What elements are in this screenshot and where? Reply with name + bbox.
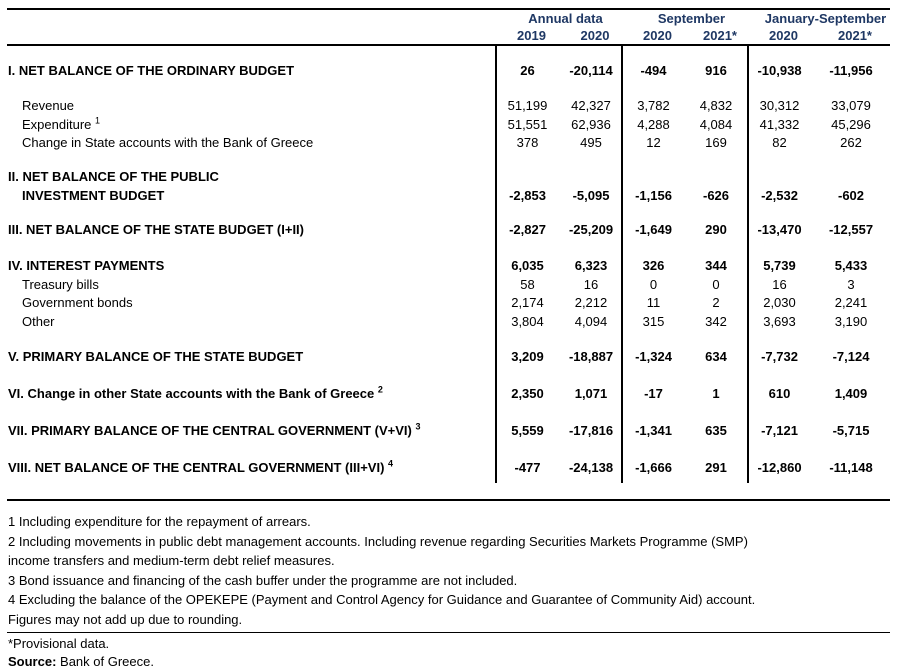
table-row-government-bonds bbox=[7, 294, 890, 313]
source-line bbox=[8, 653, 891, 671]
cell-jansep-2020: -13,470 bbox=[757, 222, 802, 237]
row-label-text: INVESTMENT BUDGET bbox=[22, 187, 165, 203]
cell-annual-2019: 3,209 bbox=[511, 349, 544, 364]
table-row-primary-balance-state-budget bbox=[7, 348, 890, 367]
cell-jansep-2020: 5,739 bbox=[763, 258, 796, 273]
row-label-text: II. NET BALANCE OF THE PUBLIC bbox=[8, 169, 219, 184]
cell-annual-2019: 3,804 bbox=[511, 313, 544, 329]
row-label-text: VI. Change in other State accounts with the Bank of Greece bbox=[8, 386, 375, 401]
row-label bbox=[7, 313, 495, 332]
cell-jansep-2020: -7,732 bbox=[761, 349, 798, 364]
cell-annual-2019: 2,174 bbox=[511, 295, 544, 310]
footnote-ref: 1 bbox=[95, 115, 101, 126]
column-divider bbox=[495, 46, 497, 483]
table-row-treasury-bills bbox=[7, 276, 890, 295]
row-label-text: III. NET BALANCE OF THE STATE BUDGET (I+II) bbox=[8, 222, 304, 237]
cell-empty bbox=[495, 168, 560, 187]
cell-empty bbox=[812, 168, 890, 187]
table-row-primary-balance-central-government bbox=[7, 422, 890, 441]
footnote-ref: 4 bbox=[388, 458, 394, 469]
cell-annual-2020: -5,095 bbox=[572, 187, 610, 203]
row-label bbox=[7, 294, 495, 313]
source-label: Source: bbox=[8, 653, 57, 669]
row-label-text: Government bonds bbox=[22, 295, 133, 310]
cell-jansep-2020: -12,860 bbox=[757, 460, 802, 475]
cell-sep-2020: -1,649 bbox=[635, 222, 672, 237]
cell-annual-2020: 2,212 bbox=[574, 295, 608, 310]
cell-empty bbox=[622, 168, 685, 187]
column-divider bbox=[621, 46, 623, 483]
cell-sep-2020: 12 bbox=[646, 135, 661, 150]
table-footer bbox=[8, 635, 891, 670]
footnote-1: 1 Including expenditure for the repayment of arrears. bbox=[8, 514, 311, 529]
cell-annual-2020: 6,323 bbox=[574, 258, 608, 273]
table-bottom-rule bbox=[7, 499, 890, 501]
cell-annual-2019: -2,853 bbox=[509, 187, 546, 203]
header-year-jansep-2021: 2021* bbox=[838, 28, 872, 43]
cell-sep-2021: -626 bbox=[702, 187, 730, 203]
cell-sep-2020: 3,782 bbox=[637, 98, 670, 113]
cell-annual-2020: 4,094 bbox=[574, 313, 608, 329]
cell-jansep-2020: 610 bbox=[768, 386, 791, 401]
header-year-annual-2020: 2020 bbox=[580, 28, 610, 43]
cell-sep-2020: -494 bbox=[640, 63, 667, 78]
cell-sep-2020: 4,288 bbox=[637, 116, 670, 132]
cell-sep-2021: 344 bbox=[705, 258, 727, 273]
table-row-change-state-accounts bbox=[7, 134, 890, 153]
row-label-text: Treasury bills bbox=[22, 276, 99, 292]
cell-annual-2019: 51,551 bbox=[507, 116, 548, 132]
footnotes bbox=[8, 512, 891, 629]
cell-annual-2019: 58 bbox=[520, 276, 535, 292]
header-year-sep-2021: 2021* bbox=[703, 28, 737, 43]
cell-jansep-2020: 16 bbox=[772, 276, 787, 292]
cell-annual-2020: 16 bbox=[583, 276, 599, 292]
cell-sep-2020: -1,324 bbox=[635, 349, 672, 364]
cell-annual-2020: -24,138 bbox=[568, 460, 614, 475]
cell-annual-2020: -18,887 bbox=[568, 349, 614, 364]
cell-sep-2021: 0 bbox=[712, 276, 720, 292]
cell-annual-2020: -20,114 bbox=[569, 63, 613, 78]
table-body bbox=[7, 46, 890, 483]
row-label-text: VII. PRIMARY BALANCE OF THE CENTRAL GOVERNMENT (V+VI) bbox=[8, 423, 412, 438]
cell-sep-2020: 0 bbox=[649, 276, 658, 292]
row-label bbox=[7, 221, 495, 240]
cell-jansep-2021: -7,124 bbox=[832, 349, 870, 364]
footnote-separator-rule bbox=[7, 632, 890, 633]
header-year-sep-2020: 2020 bbox=[643, 28, 672, 43]
row-label bbox=[7, 385, 495, 404]
footnote-ref: 2 bbox=[377, 384, 383, 395]
cell-sep-2021: 1 bbox=[712, 386, 720, 401]
cell-sep-2020: 11 bbox=[646, 295, 661, 310]
table-row-net-balance-ordinary-budget bbox=[7, 62, 890, 81]
cell-sep-2020: -1,666 bbox=[635, 460, 672, 475]
cell-jansep-2020: 30,312 bbox=[759, 98, 800, 113]
footnote-4: 4 Excluding the balance of the OPEKEPE (Payment and Control Agency for Guidance and Guarantee of Community Aid) account. bbox=[8, 592, 756, 607]
cell-sep-2021: 916 bbox=[705, 63, 727, 78]
row-label-text: Revenue bbox=[22, 98, 75, 113]
cell-annual-2019: -2,827 bbox=[509, 222, 546, 237]
cell-sep-2020: -1,156 bbox=[635, 187, 672, 203]
cell-jansep-2021: -602 bbox=[837, 187, 865, 203]
cell-sep-2021: 342 bbox=[705, 313, 727, 329]
cell-jansep-2020: 41,332 bbox=[759, 116, 800, 132]
header-group-jan-sep: January-September bbox=[764, 11, 887, 26]
footnote-2: 2 Including movements in public debt management accounts. Including revenue regarding Securities Markets Programme (SMP) bbox=[8, 533, 748, 549]
cell-annual-2020: 42,327 bbox=[571, 98, 611, 113]
row-label bbox=[7, 62, 495, 81]
cell-sep-2020: 315 bbox=[642, 313, 665, 329]
cell-jansep-2020: 2,030 bbox=[763, 295, 796, 310]
footnote-ref: 3 bbox=[415, 421, 421, 432]
row-label-text: V. PRIMARY BALANCE OF THE STATE BUDGET bbox=[8, 349, 304, 364]
cell-empty bbox=[685, 168, 747, 187]
cell-sep-2020: 326 bbox=[642, 258, 665, 273]
table-row-other-interest bbox=[7, 313, 890, 332]
cell-jansep-2021: 33,079 bbox=[831, 98, 871, 113]
cell-annual-2019: 5,559 bbox=[511, 423, 544, 438]
cell-jansep-2021: -5,715 bbox=[832, 423, 870, 438]
cell-annual-2020: 62,936 bbox=[571, 116, 611, 132]
cell-annual-2019: -477 bbox=[514, 460, 541, 475]
row-label bbox=[7, 348, 495, 367]
cell-annual-2020: -25,209 bbox=[568, 222, 614, 237]
row-label bbox=[7, 116, 495, 135]
table-row-investment-budget bbox=[7, 187, 890, 206]
row-label-text: IV. INTEREST PAYMENTS bbox=[8, 258, 165, 273]
cell-annual-2019: 6,035 bbox=[511, 258, 544, 273]
table-row-net-balance-state-budget bbox=[7, 221, 890, 240]
cell-sep-2020: -17 bbox=[644, 386, 663, 401]
cell-empty bbox=[560, 168, 622, 187]
table-row-net-balance-central-government bbox=[7, 459, 890, 478]
header-spacer bbox=[7, 27, 495, 44]
row-label bbox=[7, 257, 495, 276]
header-group-row bbox=[7, 10, 890, 27]
cell-jansep-2021: 2,241 bbox=[834, 295, 868, 310]
cell-jansep-2021: -12,557 bbox=[828, 222, 874, 237]
cell-annual-2019: 26 bbox=[520, 63, 535, 78]
cell-sep-2021: 291 bbox=[705, 460, 727, 475]
header-year-jansep-2020: 2020 bbox=[769, 28, 798, 43]
cell-sep-2021: 4,084 bbox=[699, 116, 733, 132]
cell-annual-2020: -17,816 bbox=[568, 423, 614, 438]
header-spacer bbox=[7, 10, 495, 27]
cell-jansep-2020: -2,532 bbox=[761, 187, 798, 203]
table-row-expenditure bbox=[7, 116, 890, 135]
cell-sep-2021: 634 bbox=[705, 349, 727, 364]
table-row-net-balance-public-line1 bbox=[7, 168, 890, 187]
row-label-text: I. NET BALANCE OF THE ORDINARY BUDGET bbox=[8, 63, 295, 78]
cell-sep-2020: -1,341 bbox=[635, 423, 672, 438]
row-label-text: Change in State accounts with the Bank of Greece bbox=[22, 135, 314, 150]
row-label bbox=[7, 187, 495, 206]
table-row-revenue bbox=[7, 97, 890, 116]
header-group-annual: Annual data bbox=[528, 11, 603, 26]
table-header bbox=[7, 10, 890, 44]
row-label bbox=[7, 422, 495, 441]
row-label bbox=[7, 459, 495, 478]
cell-jansep-2020: -7,121 bbox=[761, 423, 798, 438]
cell-sep-2021: 169 bbox=[705, 135, 727, 150]
row-label-text: Expenditure bbox=[22, 116, 92, 132]
cell-annual-2019: 2,350 bbox=[511, 386, 544, 401]
column-divider bbox=[747, 46, 749, 483]
cell-annual-2019: 378 bbox=[516, 135, 539, 150]
cell-sep-2021: 4,832 bbox=[699, 98, 733, 113]
cell-jansep-2021: 3 bbox=[847, 276, 855, 292]
cell-jansep-2020: 3,693 bbox=[763, 313, 796, 329]
cell-sep-2021: 2 bbox=[712, 295, 720, 310]
cell-annual-2020: 495 bbox=[580, 135, 602, 150]
source-text: Bank of Greece. bbox=[56, 653, 154, 669]
row-label bbox=[7, 134, 495, 153]
cell-jansep-2021: 3,190 bbox=[834, 313, 868, 329]
cell-annual-2019: 51,199 bbox=[507, 98, 548, 113]
cell-empty bbox=[747, 168, 812, 187]
cell-sep-2021: 290 bbox=[705, 222, 727, 237]
cell-annual-2020: 1,071 bbox=[574, 386, 608, 401]
row-label bbox=[7, 97, 495, 116]
provisional-note: *Provisional data. bbox=[8, 636, 110, 651]
cell-jansep-2021: -11,956 bbox=[829, 63, 873, 78]
cell-jansep-2021: 1,409 bbox=[834, 386, 868, 401]
header-group-september: September bbox=[657, 11, 726, 26]
rounding-note: Figures may not add up due to rounding. bbox=[8, 611, 243, 627]
row-label bbox=[7, 168, 495, 187]
cell-jansep-2021: 45,296 bbox=[831, 116, 871, 132]
cell-sep-2021: 635 bbox=[705, 423, 727, 438]
table-row-interest-payments bbox=[7, 257, 890, 276]
cell-jansep-2020: -10,938 bbox=[757, 63, 802, 78]
footnote-2-continued: income transfers and medium-term debt relief measures. bbox=[8, 553, 335, 568]
cell-jansep-2020: 82 bbox=[772, 135, 787, 150]
row-label-text: Other bbox=[22, 313, 55, 329]
cell-jansep-2021: -11,148 bbox=[829, 460, 873, 475]
header-year-annual-2019: 2019 bbox=[517, 28, 546, 43]
table-row-change-other-state-accounts bbox=[7, 385, 890, 404]
cell-jansep-2021: 262 bbox=[840, 135, 862, 150]
footnote-3: 3 Bond issuance and financing of the cash buffer under the programme are not included. bbox=[8, 572, 518, 588]
header-year-row bbox=[7, 27, 890, 44]
cell-jansep-2021: 5,433 bbox=[834, 258, 868, 273]
row-label-text: VIII. NET BALANCE OF THE CENTRAL GOVERNMENT (III+VI) bbox=[8, 460, 385, 475]
row-label bbox=[7, 276, 495, 295]
